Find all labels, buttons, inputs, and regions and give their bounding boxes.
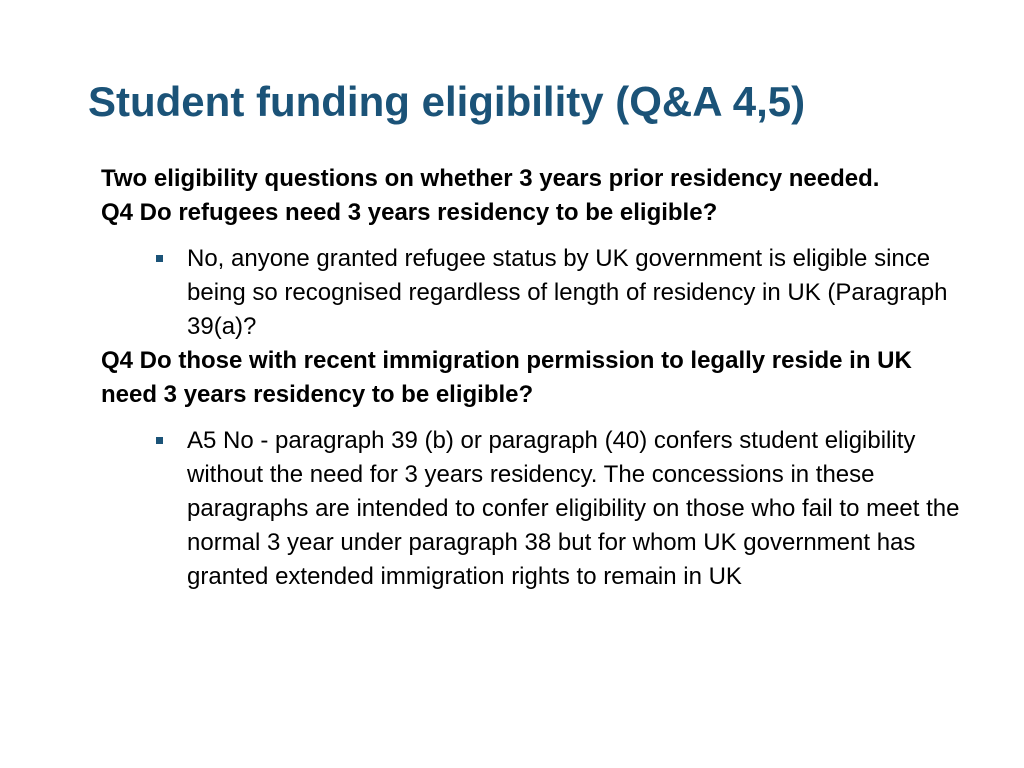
answer-4-text: No, anyone granted refugee status by UK government is eligible since being so recognised regardless of length of residency in UK (Paragraph 39(a)? xyxy=(187,245,948,340)
square-bullet-icon xyxy=(156,437,163,444)
intro-text: Two eligibility questions on whether 3 years prior residency needed. xyxy=(101,165,880,192)
question-5: Q4 Do those with recent immigration permission to legally reside in UK need 3 years residency to be eligible? xyxy=(101,347,912,408)
slide-body xyxy=(101,162,961,594)
slide-title: Student funding eligibility (Q&A 4,5) xyxy=(88,78,806,125)
square-bullet-icon xyxy=(156,255,163,262)
question-4: Q4 Do refugees need 3 years residency to be eligible? xyxy=(101,199,718,226)
answer-5-text: A5 No - paragraph 39 (b) or paragraph (40) confers student eligibility without the need for 3 years residency. The concessions in these paragraphs are intended to confer eligibility on those who fail to meet the normal 3 year under paragraph 38 but for whom UK government has granted extended immigration rights to remain in UK xyxy=(187,427,960,590)
answer-5-bullet xyxy=(101,424,961,594)
answer-4-bullet xyxy=(101,242,961,344)
